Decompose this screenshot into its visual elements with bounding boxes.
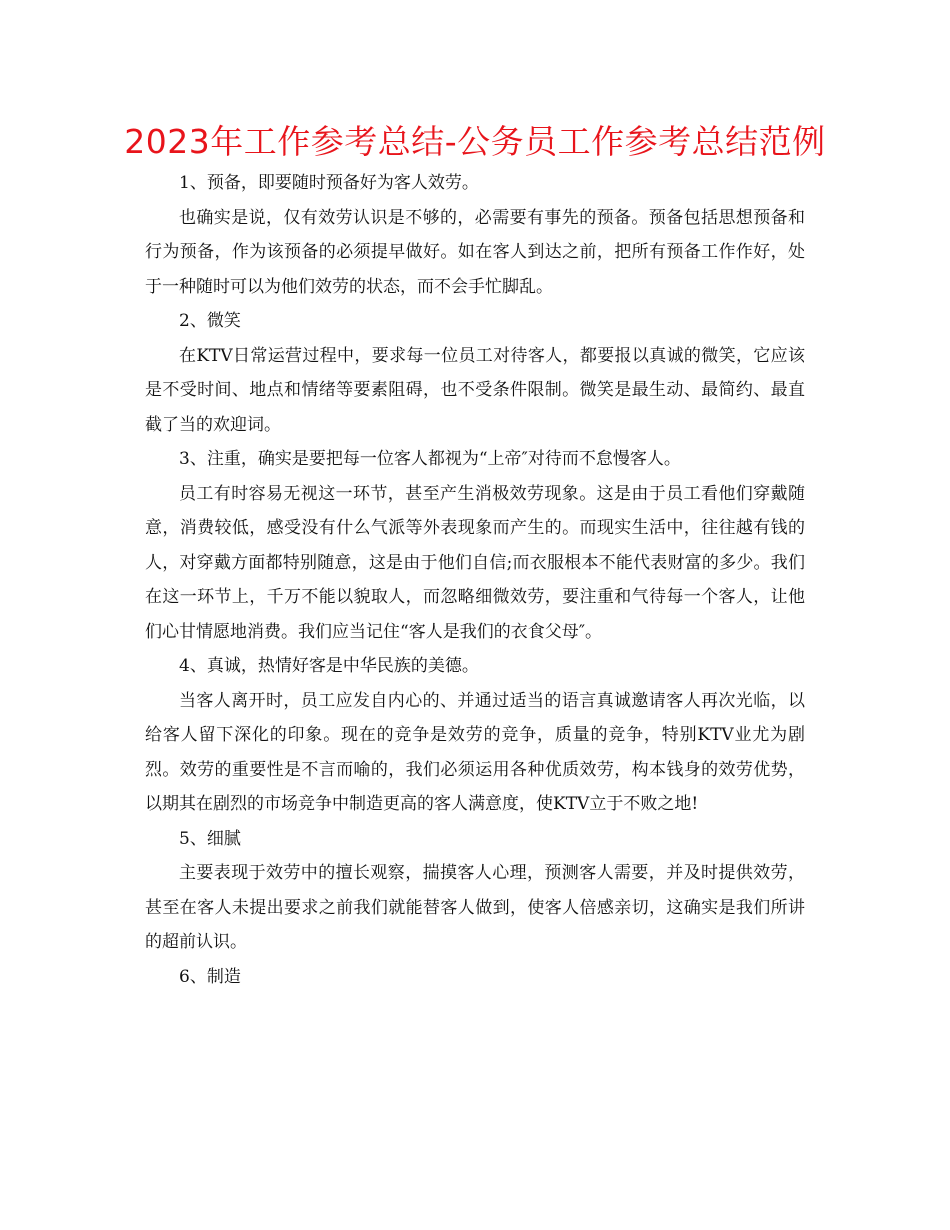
paragraph-5-body: 主要表现于效劳中的擅长观察，揣摸客人心理，预测客人需要，并及时提供效劳，甚至在客人未提出要求之前我们就能替客人做到，使客人倍感亲切，这确实是我们所讲的超前认识。 <box>145 863 805 952</box>
paragraph-1-heading: 1、预备，即要随时预备好为客人效劳。 <box>179 173 479 193</box>
paragraph-3-heading: 3、注重，确实是要把每一位客人都视为“上帝″对待而不怠慢客人。 <box>179 449 681 469</box>
paragraph-2-body: 在KTV日常运营过程中，要求每一位员工对待客人，都要报以真诚的微笑，它应该是不受时间、地点和情绪等要素阻碍，也不受条件限制。微笑是最生动、最简约、最直截了当的欢迎词。 <box>145 345 805 435</box>
paragraph-3-body: 员工有时容易无视这一环节，甚至产生消极效劳现象。这是由于员工看他们穿戴随意，消费较低，感受没有什么气派等外表现象而产生的。而现实生活中，往往越有钱的人，对穿戴方面都特别随意，这是由于他们自信;而衣服根本不能代表财富的多少。我们在这一环节上，千万不能以貌取人，而忽略细微效劳，要注重和气待每一个客人，让他们心甘情愿地消费。我们应当记住“客人是我们的衣食父母″。 <box>145 483 805 642</box>
paragraph-4-body: 当客人离开时，员工应发自内心的、并通过适当的语言真诚邀请客人再次光临，以给客人留下深化的印象。现在的竞争是效劳的竞争，质量的竞争，特别KTV业尤为剧烈。效劳的重要性是不言而喻的，我们必须运用各种优质效劳，构本钱身的效劳优势，以期其在剧烈的市场竞争中制造更高的客人满意度，使KTV立于不败之地! <box>145 690 805 814</box>
paragraph-1-body: 也确实是说，仅有效劳认识是不够的，必需要有事先的预备。预备包括思想预备和行为预备，作为该预备的必须提早做好。如在客人到达之前，把所有预备工作作好，处于一种随时可以为他们效劳的状态，而不会手忙脚乱。 <box>145 207 805 297</box>
paragraph-5-heading: 5、细腻 <box>179 828 241 849</box>
document-body <box>145 166 805 994</box>
paragraph-6-heading: 6、制造 <box>179 966 241 987</box>
document-title: 2023年工作参考总结-公务员工作参考总结范例 <box>124 122 826 161</box>
paragraph-2-heading: 2、微笑 <box>179 311 241 331</box>
paragraph-4-heading: 4、真诚，热情好客是中华民族的美德。 <box>179 656 479 676</box>
